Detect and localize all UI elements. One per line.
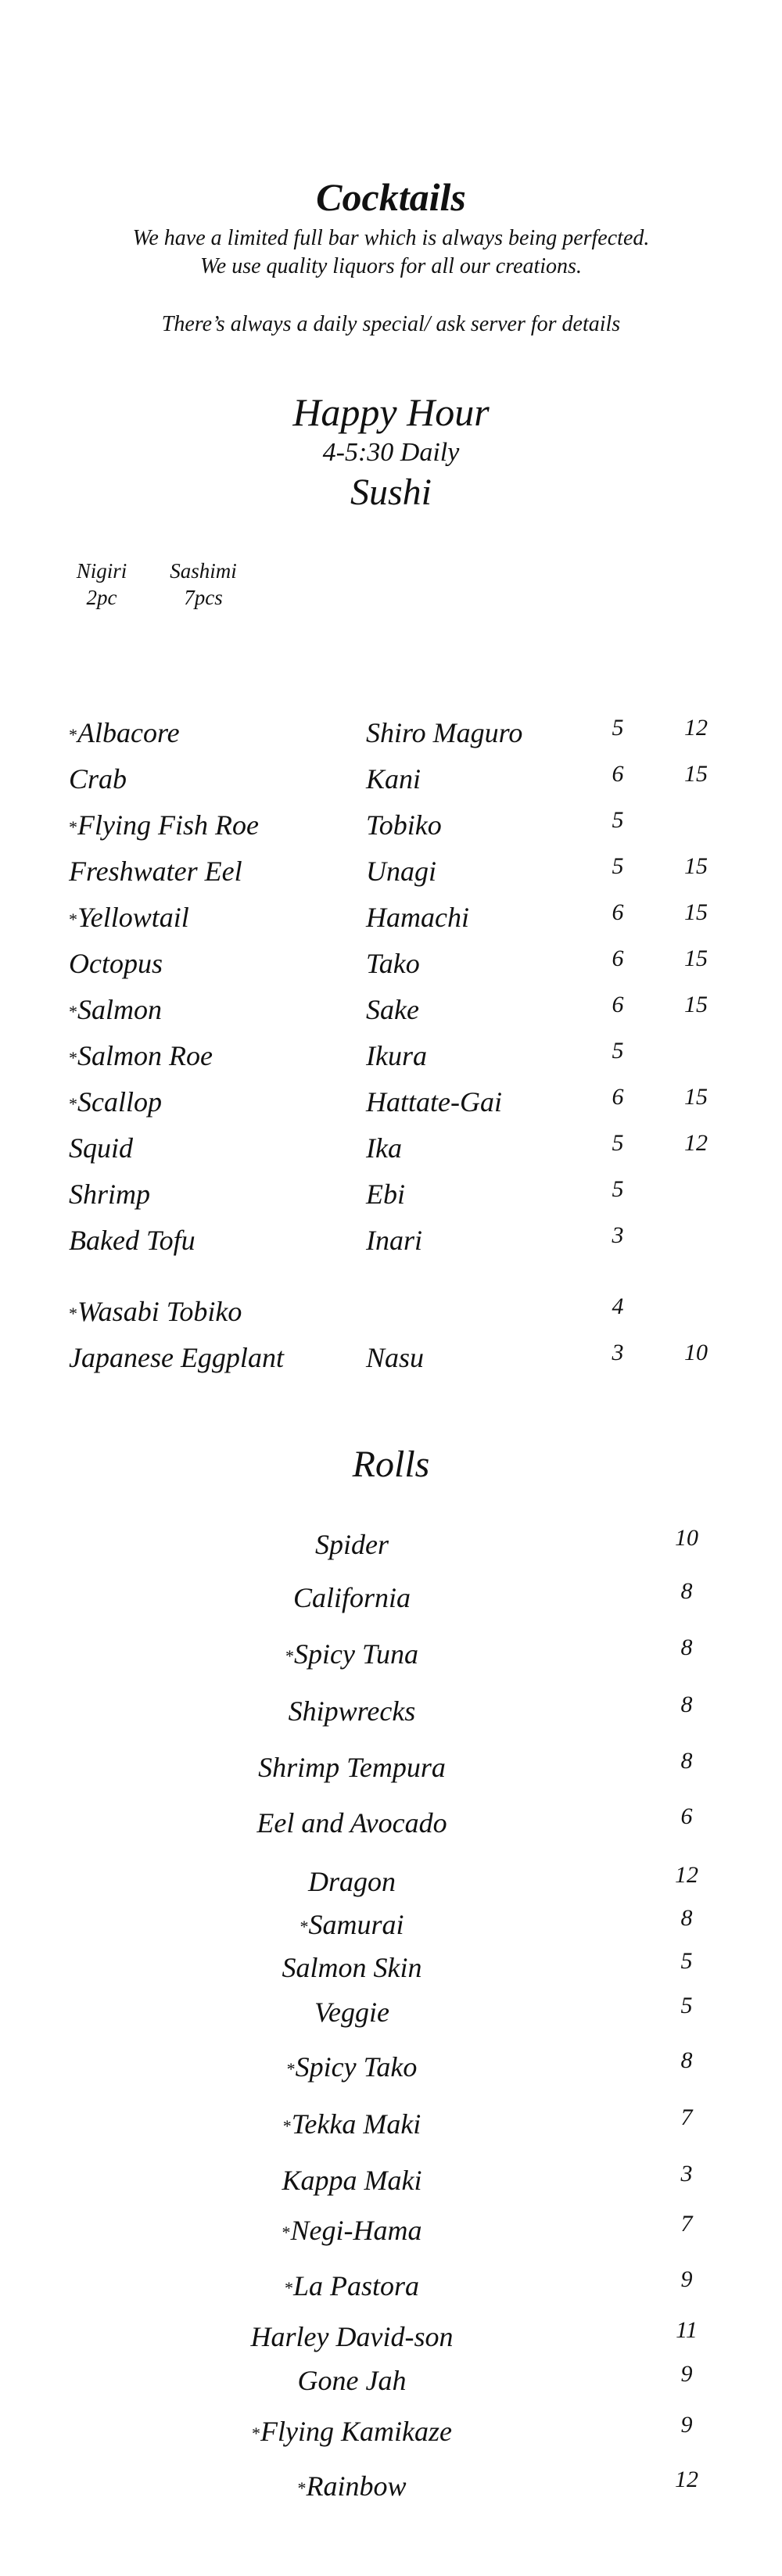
sushi-title: Sushi — [350, 472, 432, 513]
sushi-english-name: Squid — [69, 1132, 134, 1164]
roll-item — [0, 2266, 782, 2305]
sushi-english-name: *Scallop — [69, 1086, 162, 1118]
sushi-english-name: Shrimp — [69, 1179, 151, 1210]
sashimi-price: 15 — [684, 945, 708, 971]
roll-price: 5 — [680, 1993, 693, 2018]
roll-item — [0, 1905, 782, 1944]
raw-indicator-star: * — [285, 1646, 294, 1666]
sushi-item — [0, 990, 782, 1029]
happy-hour-time: 4-5:30 Daily — [322, 438, 460, 467]
roll-name: California — [292, 1582, 411, 1613]
sushi-japanese-name: Unagi — [366, 856, 436, 887]
sushi-japanese-name: Ika — [366, 1132, 402, 1164]
roll-name: Eel and Avocado — [256, 1807, 447, 1839]
sushi-english-name: *Yellowtail — [69, 902, 189, 933]
roll-price: 9 — [680, 2266, 693, 2292]
roll-name: Shrimp Tempura — [258, 1752, 446, 1783]
sushi-english-name: Japanese Eggplant — [69, 1342, 284, 1373]
roll-price: 6 — [680, 1803, 693, 1829]
sashimi-price: 15 — [684, 899, 708, 925]
raw-indicator-star: * — [282, 2116, 292, 2136]
rolls-title: Rolls — [352, 1444, 430, 1485]
sashimi-price: 12 — [684, 715, 708, 741]
sushi-item — [0, 713, 782, 752]
roll-name: *La Pastora — [284, 2270, 420, 2302]
sushi-japanese-name: Shiro Maguro — [366, 717, 523, 748]
roll-item — [0, 2467, 782, 2506]
nigiri-label: Nigiri — [76, 559, 127, 583]
roll-name: *Spicy Tako — [286, 2051, 418, 2083]
roll-item — [0, 2104, 782, 2144]
nigiri-price: 6 — [612, 899, 624, 925]
cocktails-title: Cocktails — [316, 175, 466, 219]
roll-name: *Tekka Maki — [282, 2108, 421, 2140]
roll-price: 10 — [675, 1525, 698, 1551]
nigiri-price: 6 — [612, 945, 624, 971]
sushi-english-name: Freshwater Eel — [69, 856, 242, 887]
roll-item — [0, 1525, 782, 1564]
nigiri-price: 5 — [612, 1130, 624, 1156]
roll-name: *Samurai — [300, 1909, 404, 1940]
raw-indicator-star: * — [69, 817, 77, 837]
raw-indicator-star: * — [69, 1002, 77, 1021]
cocktails-description-line-2: We use quality liquors for all our creations. — [200, 254, 582, 278]
roll-item — [0, 2412, 782, 2451]
sushi-japanese-name: Nasu — [366, 1342, 425, 1373]
sashimi-price: 10 — [684, 1340, 708, 1365]
roll-name: *Flying Kamikaze — [252, 2416, 452, 2447]
sushi-item — [0, 1292, 782, 1331]
roll-item — [0, 1634, 782, 1674]
sushi-item — [0, 852, 782, 891]
roll-price: 7 — [680, 2211, 693, 2237]
roll-price: 8 — [680, 1578, 693, 1604]
sushi-english-name: *Salmon — [69, 994, 162, 1025]
roll-name: Gone Jah — [297, 2365, 407, 2396]
roll-name: Harley David-son — [250, 2321, 454, 2352]
roll-price: 8 — [680, 1634, 693, 1660]
sashimi-price: 15 — [684, 1084, 708, 1110]
nigiri-price: 6 — [612, 761, 624, 787]
roll-item — [0, 2361, 782, 2400]
sashimi-price: 15 — [684, 992, 708, 1017]
nigiri-price: 4 — [612, 1293, 624, 1319]
nigiri-price: 5 — [612, 715, 624, 741]
sushi-japanese-name: Kani — [366, 763, 421, 795]
nigiri-count: 2pc — [86, 586, 117, 609]
sashimi-price: 12 — [684, 1130, 708, 1156]
roll-price: 5 — [680, 1948, 693, 1974]
sushi-english-name: *Albacore — [69, 717, 180, 748]
raw-indicator-star: * — [297, 2478, 307, 2498]
sashimi-price: 15 — [684, 761, 708, 787]
sushi-item — [0, 1175, 782, 1214]
roll-name: Shipwrecks — [288, 1695, 416, 1727]
roll-item — [0, 2161, 782, 2200]
sashimi-count: 7pcs — [184, 586, 223, 609]
raw-indicator-star: * — [252, 2424, 261, 2443]
roll-item — [0, 1748, 782, 1787]
sashimi-label: Sashimi — [170, 559, 237, 583]
sushi-english-name: *Wasabi Tobiko — [69, 1296, 242, 1327]
roll-price: 11 — [676, 2317, 698, 2343]
nigiri-price: 5 — [612, 807, 624, 833]
roll-price: 8 — [680, 1748, 693, 1774]
raw-indicator-star: * — [284, 2278, 293, 2298]
roll-item — [0, 1578, 782, 1617]
roll-name: Veggie — [314, 1997, 389, 2028]
nigiri-price: 5 — [612, 1038, 624, 1064]
daily-special-note: There’s always a daily special/ ask server for details — [161, 312, 621, 336]
roll-price: 3 — [680, 2161, 693, 2187]
roll-name: Kappa Maki — [282, 2165, 422, 2196]
sushi-english-name: Octopus — [69, 948, 163, 979]
roll-price: 9 — [680, 2361, 693, 2387]
raw-indicator-star: * — [286, 2059, 296, 2079]
sushi-japanese-name: Hamachi — [366, 902, 469, 933]
roll-price: 8 — [680, 1905, 693, 1931]
sushi-item — [0, 1036, 782, 1075]
sushi-item — [0, 944, 782, 983]
sushi-item — [0, 1082, 782, 1121]
sushi-japanese-name: Tobiko — [366, 809, 442, 841]
roll-item — [0, 1803, 782, 1842]
roll-item — [0, 1862, 782, 1901]
sushi-item — [0, 1338, 782, 1377]
sushi-english-name: Crab — [69, 763, 127, 795]
sushi-japanese-name: Inari — [366, 1225, 422, 1256]
roll-name: *Negi-Hama — [282, 2215, 422, 2246]
roll-price: 7 — [680, 2104, 693, 2130]
sushi-japanese-name: Sake — [366, 994, 419, 1025]
raw-indicator-star: * — [69, 1048, 77, 1067]
raw-indicator-star: * — [69, 1304, 77, 1323]
raw-indicator-star: * — [300, 1917, 309, 1936]
roll-item — [0, 1692, 782, 1731]
roll-item — [0, 2317, 782, 2356]
roll-item — [0, 2047, 782, 2086]
roll-item — [0, 2211, 782, 2250]
roll-price: 8 — [680, 2047, 693, 2073]
roll-name: Dragon — [307, 1866, 396, 1897]
roll-price: 12 — [675, 2467, 698, 2492]
raw-indicator-star: * — [69, 1094, 77, 1114]
sushi-english-name: *Salmon Roe — [69, 1040, 213, 1071]
sushi-item — [0, 1221, 782, 1260]
nigiri-price: 5 — [612, 853, 624, 879]
roll-item — [0, 1993, 782, 2032]
sushi-japanese-name: Hattate-Gai — [366, 1086, 502, 1118]
nigiri-price: 6 — [612, 992, 624, 1017]
cocktails-description-line-1: We have a limited full bar which is always being perfected. — [132, 226, 650, 250]
nigiri-price: 3 — [612, 1222, 624, 1248]
sushi-item — [0, 805, 782, 845]
sushi-item — [0, 759, 782, 798]
nigiri-price: 3 — [612, 1340, 624, 1365]
happy-hour-title: Happy Hour — [292, 390, 490, 434]
raw-indicator-star: * — [282, 2223, 291, 2242]
nigiri-column-header — [63, 558, 141, 611]
sushi-english-name: *Flying Fish Roe — [69, 809, 259, 841]
sashimi-price: 15 — [684, 853, 708, 879]
roll-name: Spider — [315, 1529, 389, 1560]
sashimi-column-header — [156, 558, 250, 611]
sushi-english-name: Baked Tofu — [69, 1225, 196, 1256]
roll-price: 12 — [675, 1862, 698, 1888]
nigiri-price: 5 — [612, 1176, 624, 1202]
roll-price: 9 — [680, 2412, 693, 2438]
roll-item — [0, 1948, 782, 1987]
sushi-japanese-name: Ikura — [366, 1040, 427, 1071]
sushi-japanese-name: Tako — [366, 948, 420, 979]
roll-name: *Rainbow — [297, 2470, 407, 2502]
roll-name: *Spicy Tuna — [285, 1638, 418, 1670]
sushi-item — [0, 1128, 782, 1168]
raw-indicator-star: * — [69, 725, 77, 744]
sushi-japanese-name: Ebi — [366, 1179, 405, 1210]
sushi-item — [0, 898, 782, 937]
raw-indicator-star: * — [69, 909, 77, 929]
roll-name: Salmon Skin — [282, 1952, 422, 1983]
nigiri-price: 6 — [612, 1084, 624, 1110]
roll-price: 8 — [680, 1692, 693, 1717]
